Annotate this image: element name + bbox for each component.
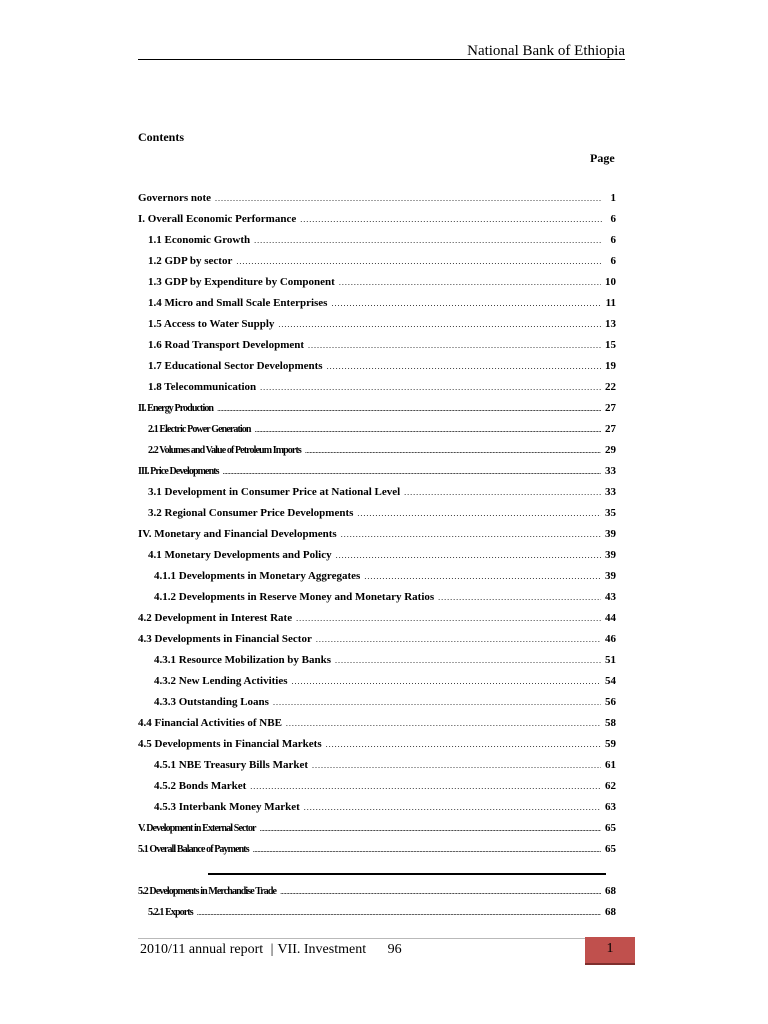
toc-entry-label: III. Price Developments — [138, 466, 219, 477]
footer-separator: | — [270, 942, 274, 957]
toc-entry-label: 4.5.1 NBE Treasury Bills Market — [154, 759, 308, 771]
toc-entry-page: 44 — [605, 612, 616, 624]
toc-entry-label: 4.4 Financial Activities of NBE — [138, 717, 282, 729]
toc-entry-page: 35 — [605, 507, 616, 519]
toc-entry-label: 4.3.1 Resource Mobilization by Banks — [154, 654, 332, 666]
toc-leader-dots — [336, 551, 601, 560]
footer-report-label: 2010/11 annual report — [140, 942, 264, 957]
toc-entry[interactable] — [138, 591, 616, 612]
toc-entry[interactable] — [138, 402, 616, 423]
toc-entry-page: 27 — [605, 423, 616, 435]
toc-leader-dots — [280, 887, 601, 896]
toc-entry-label: 1.3 GDP by Expenditure by Component — [148, 276, 335, 288]
toc-leader-dots — [312, 761, 601, 770]
toc-entry-label: 4.1.2 Developments in Reserve Money and Monetary Ratios — [154, 591, 435, 603]
toc-leader-dots — [215, 194, 602, 203]
toc-entry-page: 62 — [605, 780, 616, 792]
toc-entry[interactable] — [138, 444, 616, 465]
toc-entry[interactable] — [138, 549, 616, 570]
toc-leader-dots — [292, 677, 601, 686]
toc-entry-label: 5.2 Developments in Merchandise Trade — [138, 886, 277, 897]
toc-leader-dots — [197, 908, 601, 917]
toc-entry-page: 61 — [605, 759, 616, 771]
footer-section-label: VII. Investment — [277, 942, 367, 957]
toc-entry-label: 1.4 Micro and Small Scale Enterprises — [148, 297, 328, 309]
toc-entry-label: 1.5 Access to Water Supply — [148, 318, 275, 330]
toc-entry[interactable] — [138, 801, 616, 822]
toc-leader-dots — [327, 362, 601, 371]
toc-entry-label: 1.1 Economic Growth — [148, 234, 251, 246]
toc-entry-page: 22 — [605, 381, 616, 393]
toc-entry-page: 68 — [605, 885, 616, 897]
page-column-heading: Page — [590, 151, 615, 165]
toc-entry-page: 39 — [605, 528, 616, 540]
toc-leader-dots — [250, 782, 601, 791]
toc-entry-label: 3.2 Regional Consumer Price Developments — [148, 507, 354, 519]
toc-entry[interactable] — [138, 675, 616, 696]
toc-entry[interactable] — [138, 780, 616, 801]
toc-leader-dots — [305, 446, 601, 455]
toc-entry-page: 6 — [610, 213, 616, 225]
toc-entry-label: 1.8 Telecommunication — [148, 381, 257, 393]
toc-entry-page: 11 — [605, 297, 616, 309]
toc-entry-label: 5.1 Overall Balance of Payments — [138, 844, 249, 855]
toc-entry[interactable] — [138, 759, 616, 780]
toc-leader-dots — [254, 236, 602, 245]
toc-leader-dots — [341, 530, 601, 539]
toc-entry-page: 56 — [605, 696, 616, 708]
toc-entry-label: 1.6 Road Transport Development — [148, 339, 305, 351]
toc-leader-dots — [260, 383, 601, 392]
toc-entry-page: 39 — [605, 570, 616, 582]
toc-entry-label: 4.1 Monetary Developments and Policy — [148, 549, 332, 561]
toc-entry-label: 1.7 Educational Sector Developments — [148, 360, 323, 372]
toc-leader-dots — [404, 488, 601, 497]
toc-entry-label: 2.1 Electric Power Generation — [148, 424, 251, 435]
toc-entry[interactable] — [138, 843, 616, 864]
toc-entry[interactable] — [138, 717, 616, 738]
toc-entry[interactable] — [138, 612, 616, 633]
toc-entry[interactable] — [138, 654, 616, 675]
page-number: 1 — [606, 941, 614, 956]
toc-entry-label: 4.5.3 Interbank Money Market — [154, 801, 300, 813]
page-number-badge — [585, 937, 635, 965]
toc-entry-page: 65 — [605, 843, 616, 855]
footer-section-page: 96 — [387, 942, 402, 957]
header-title: National Bank of Ethiopia — [467, 43, 625, 59]
toc-entry[interactable] — [138, 696, 616, 717]
toc-entry-page: 54 — [605, 675, 616, 687]
toc-entry-label: 4.5 Developments in Financial Markets — [138, 738, 322, 750]
toc-entry-page: 33 — [605, 465, 616, 477]
toc-leader-dots — [255, 425, 601, 434]
toc-entry-page: 63 — [605, 801, 616, 813]
toc-entry-page: 29 — [605, 444, 616, 456]
toc-entry[interactable] — [138, 486, 616, 507]
toc-entry[interactable] — [138, 318, 616, 339]
toc-entry[interactable] — [138, 234, 616, 255]
footer-text — [140, 942, 402, 958]
toc-leader-dots — [273, 698, 601, 707]
toc-entry-page: 19 — [605, 360, 616, 372]
toc-leader-dots — [364, 572, 601, 581]
toc-entry[interactable] — [138, 507, 616, 528]
toc-entry-page: 58 — [605, 717, 616, 729]
toc-leader-dots — [236, 257, 602, 266]
toc-entry-page: 6 — [610, 234, 616, 246]
toc-leader-dots — [438, 593, 601, 602]
toc-entry-label: Governors note — [138, 192, 212, 204]
toc-entry[interactable] — [138, 906, 616, 927]
toc-entry-page: 51 — [605, 654, 616, 666]
toc-entry[interactable] — [138, 360, 616, 381]
toc-entry-label: 4.3 Developments in Financial Sector — [138, 633, 312, 645]
toc-leader-dots — [296, 614, 601, 623]
toc-leader-dots — [253, 845, 601, 854]
contents-heading: Contents — [138, 130, 185, 144]
toc-leader-dots — [278, 320, 601, 329]
table-of-contents — [138, 192, 616, 927]
toc-entry-page: 59 — [605, 738, 616, 750]
toc-entry-page: 68 — [605, 906, 616, 918]
toc-entry[interactable] — [138, 255, 616, 276]
toc-leader-dots — [260, 824, 601, 833]
toc-entry-page: 27 — [605, 402, 616, 414]
toc-entry[interactable] — [138, 381, 616, 402]
toc-entry-label: 5.2.1 Exports — [148, 907, 193, 918]
toc-entry[interactable] — [138, 213, 616, 234]
toc-entry-label: 4.1.1 Developments in Monetary Aggregates — [154, 570, 361, 582]
toc-entry[interactable] — [138, 297, 616, 318]
toc-entry-page: 65 — [605, 822, 616, 834]
footer-rule — [138, 938, 586, 939]
toc-separator-rule — [138, 864, 616, 885]
toc-entry[interactable] — [138, 276, 616, 297]
toc-entry-page: 13 — [605, 318, 616, 330]
separator-line — [208, 873, 606, 875]
toc-entry-label: 4.2 Development in Interest Rate — [138, 612, 293, 624]
toc-leader-dots — [300, 215, 602, 224]
toc-entry-page: 1 — [610, 192, 616, 204]
toc-entry-label: V. Development in External Sector — [138, 823, 256, 834]
toc-entry-page: 46 — [605, 633, 616, 645]
toc-entry-page: 10 — [605, 276, 616, 288]
toc-entry-label: II. Energy Production — [138, 403, 214, 414]
toc-leader-dots — [335, 656, 601, 665]
header-rule — [138, 59, 625, 60]
toc-leader-dots — [326, 740, 601, 749]
toc-entry[interactable] — [138, 822, 616, 843]
toc-entry-label: 4.3.3 Outstanding Loans — [154, 696, 269, 708]
toc-leader-dots — [304, 803, 601, 812]
toc-entry[interactable] — [138, 528, 616, 549]
toc-entry[interactable] — [138, 339, 616, 360]
toc-entry-label: 1.2 GDP by sector — [148, 255, 233, 267]
toc-entry-label: 2.2 Volumes and Value of Petroleum Imports — [148, 445, 301, 456]
toc-leader-dots — [286, 719, 601, 728]
toc-leader-dots — [357, 509, 601, 518]
toc-entry-page: 6 — [610, 255, 616, 267]
toc-entry-label: I. Overall Economic Performance — [138, 213, 297, 225]
toc-entry-page: 39 — [605, 549, 616, 561]
toc-entry[interactable] — [138, 192, 616, 213]
toc-entry-label: IV. Monetary and Financial Developments — [138, 528, 337, 540]
toc-leader-dots — [308, 341, 601, 350]
toc-entry[interactable] — [138, 570, 616, 591]
toc-leader-dots — [316, 635, 601, 644]
toc-entry-page: 15 — [605, 339, 616, 351]
toc-entry[interactable] — [138, 423, 616, 444]
toc-entry-label: 4.3.2 New Lending Activities — [154, 675, 288, 687]
toc-leader-dots — [217, 404, 601, 413]
toc-entry-page: 43 — [605, 591, 616, 603]
toc-leader-dots — [223, 467, 601, 476]
toc-entry-page: 33 — [605, 486, 616, 498]
toc-entry[interactable] — [138, 885, 616, 906]
toc-entry[interactable] — [138, 738, 616, 759]
toc-entry[interactable] — [138, 633, 616, 654]
toc-leader-dots — [331, 299, 601, 308]
toc-entry-label: 3.1 Development in Consumer Price at National Level — [148, 486, 401, 498]
toc-entry-label: 4.5.2 Bonds Market — [154, 780, 247, 792]
toc-entry[interactable] — [138, 465, 616, 486]
toc-leader-dots — [339, 278, 601, 287]
